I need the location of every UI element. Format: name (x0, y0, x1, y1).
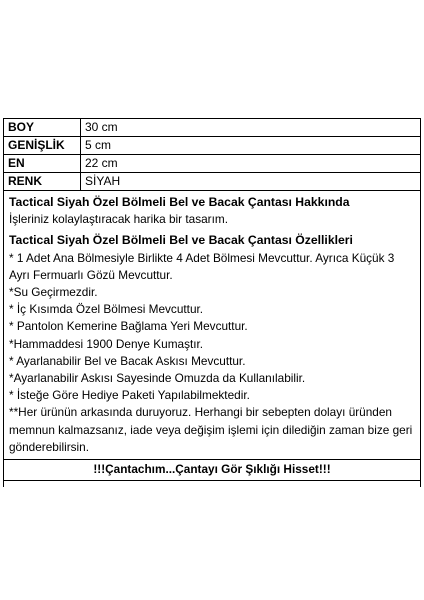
description-box (3, 191, 421, 460)
features-heading: Tactical Siyah Özel Bölmeli Bel ve Bacak Çantası Özellikleri (9, 233, 353, 248)
spec-value: SİYAH (81, 173, 421, 191)
spec-value: 30 cm (81, 119, 421, 137)
feature-item: * 1 Adet Ana Bölmesiyle Birlikte 4 Adet Bölmesi Mevcuttur. Ayrıca Küçük 3 Ayrı Fermuarlı Gözü Mevcuttur. (9, 250, 395, 282)
spec-row-height (4, 119, 421, 137)
about-heading: Tactical Siyah Özel Bölmeli Bel ve Bacak Çantası Hakkında (9, 195, 350, 209)
spec-value: 22 cm (81, 155, 421, 173)
spec-key: RENK (4, 173, 81, 191)
spec-key: BOY (4, 119, 81, 137)
spec-row-color (4, 173, 421, 191)
feature-item: *Ayarlanabilir Askısı Sayesinde Omuzda da Kullanılabilir. (9, 371, 306, 386)
about-text: İşleriniz kolaylaştıracak harika bir tasarım. (9, 212, 228, 227)
slogan-footer: !!!Çantachım...Çantayı Gör Şıklığı Hisset!!! (3, 460, 421, 481)
feature-item: * Ayarlanabilir Bel ve Bacak Askısı Mevcuttur. (9, 353, 246, 368)
product-description-sheet (0, 118, 424, 487)
feature-item: * İç Kısımda Özel Bölmesi Mevcuttur. (9, 302, 204, 317)
feature-item: *Hammaddesi 1900 Denye Kumaştır. (9, 336, 204, 351)
spec-value: 5 cm (81, 137, 421, 155)
specs-table (3, 118, 421, 191)
spec-row-width (4, 137, 421, 155)
table-tail (3, 481, 421, 487)
spec-row-depth (4, 155, 421, 173)
feature-item: *Su Geçirmezdir. (9, 285, 98, 300)
feature-item: * İsteğe Göre Hediye Paketi Yapılabilmektedir. (9, 388, 250, 403)
feature-item: **Her ürünün arkasında duruyoruz. Herhangi bir sebepten dolayı üründen memnun kalmazsanız, iade veya değişim işlemi için dilediğin zaman bize geri gönderebilirsin. (9, 405, 413, 454)
feature-item: * Pantolon Kemerine Bağlama Yeri Mevcuttur. (9, 319, 248, 334)
spec-key: EN (4, 155, 81, 173)
spec-key: GENİŞLİK (4, 137, 81, 155)
